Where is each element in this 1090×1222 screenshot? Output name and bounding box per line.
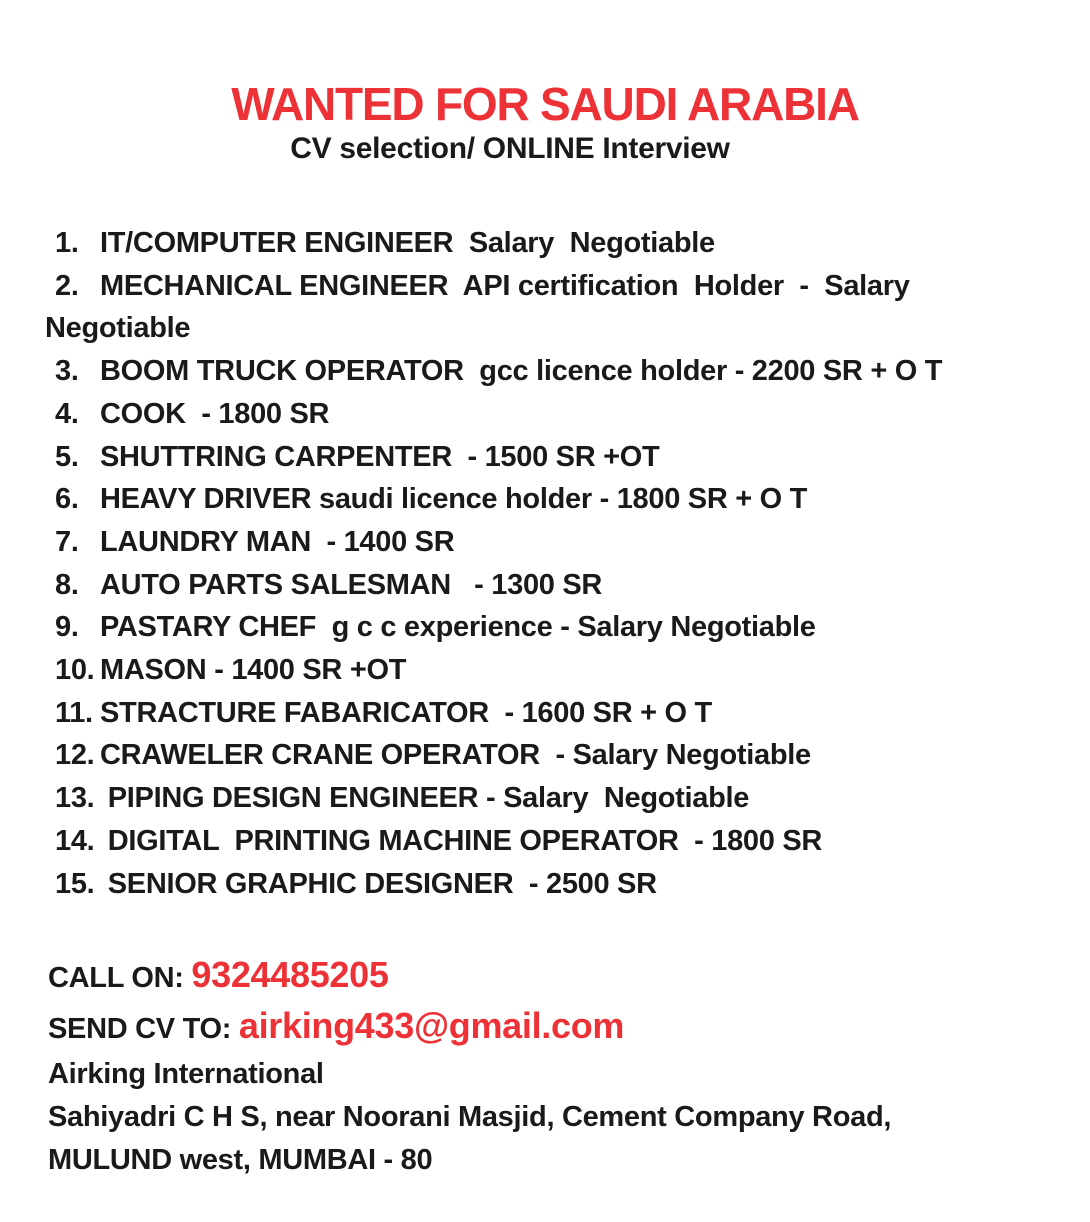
- job-list-item: [45, 692, 1020, 735]
- job-number: 10.: [55, 654, 95, 687]
- job-number: 4.: [55, 397, 79, 430]
- job-list-item: [45, 820, 1020, 863]
- job-text: IT/COMPUTER ENGINEER Salary Negotiable: [100, 227, 715, 259]
- job-list-item: [45, 564, 1020, 607]
- job-number: 5.: [55, 440, 79, 473]
- job-list-item: [45, 350, 1020, 393]
- job-text: CRAWELER CRANE OPERATOR - Salary Negotiable: [100, 739, 811, 772]
- job-list-item: [45, 606, 1020, 649]
- job-number: 13.: [55, 782, 95, 815]
- poster-title: WANTED FOR SAUDI ARABIA: [231, 78, 859, 130]
- job-list-item: [45, 222, 1020, 265]
- call-on-label: CALL ON:: [48, 962, 192, 995]
- job-text: DIGITAL PRINTING MACHINE OPERATOR - 1800 SR: [100, 824, 823, 857]
- job-text: PIPING DESIGN ENGINEER - Salary Negotiable: [100, 782, 750, 815]
- job-number: 2.: [55, 269, 79, 302]
- job-number: 12.: [55, 739, 95, 772]
- address-line-1: Sahiyadri C H S, near Noorani Masjid, Cement Company Road,: [48, 1101, 892, 1134]
- job-number: 7.: [55, 525, 79, 558]
- contact-block: [0, 951, 1090, 1182]
- job-list-item: [45, 521, 1020, 564]
- job-text: HEAVY DRIVER saudi licence holder - 1800 SR + O T: [100, 483, 808, 516]
- email-address: airking433@gmail.com: [238, 1005, 625, 1047]
- job-number: 9.: [55, 611, 79, 644]
- address-line-2: MULUND west, MUMBAI - 80: [48, 1144, 433, 1177]
- job-number: 8.: [55, 568, 79, 601]
- job-list-item: [45, 478, 1020, 521]
- job-number: 3.: [55, 355, 79, 388]
- job-number: 6.: [55, 483, 79, 516]
- job-list-item: [45, 734, 1020, 777]
- job-text: LAUNDRY MAN - 1400 SR: [100, 525, 455, 558]
- job-list-item: [45, 777, 1020, 820]
- job-text: SHUTTRING CARPENTER - 1500 SR +OT: [100, 440, 660, 473]
- job-text: COOK - 1800 SR: [100, 397, 330, 430]
- poster-subtitle: CV selection/ ONLINE Interview: [290, 132, 730, 165]
- job-number: 11.: [55, 696, 93, 729]
- job-text: BOOM TRUCK OPERATOR gcc licence holder - 2200 SR + O T: [100, 355, 943, 388]
- job-text: MASON - 1400 SR +OT: [100, 654, 407, 687]
- job-text: MECHANICAL ENGINEER API certification Holder - Salary Negotiable: [45, 269, 918, 345]
- job-text: AUTO PARTS SALESMAN - 1300 SR: [100, 568, 603, 601]
- job-list-item: [45, 265, 1020, 350]
- send-cv-line: [48, 1002, 1090, 1053]
- call-on-line: [48, 951, 1090, 1002]
- job-number: 15.: [55, 867, 95, 900]
- job-list-item: [45, 863, 1020, 906]
- send-cv-label: SEND CV TO:: [48, 1013, 239, 1046]
- job-text: STRACTURE FABARICATOR - 1600 SR + O T: [100, 696, 712, 729]
- job-text: SENIOR GRAPHIC DESIGNER - 2500 SR: [100, 867, 657, 900]
- job-number: 1.: [55, 227, 79, 259]
- job-list: [0, 222, 1090, 905]
- job-list-item: [45, 436, 1020, 479]
- job-text: PASTARY CHEF g c c experience - Salary Negotiable: [100, 611, 816, 644]
- company-name: Airking International: [48, 1058, 324, 1091]
- job-number: 14.: [55, 824, 95, 857]
- phone-number: 9324485205: [191, 954, 389, 996]
- job-list-item: [45, 649, 1020, 692]
- job-list-item: [45, 393, 1020, 436]
